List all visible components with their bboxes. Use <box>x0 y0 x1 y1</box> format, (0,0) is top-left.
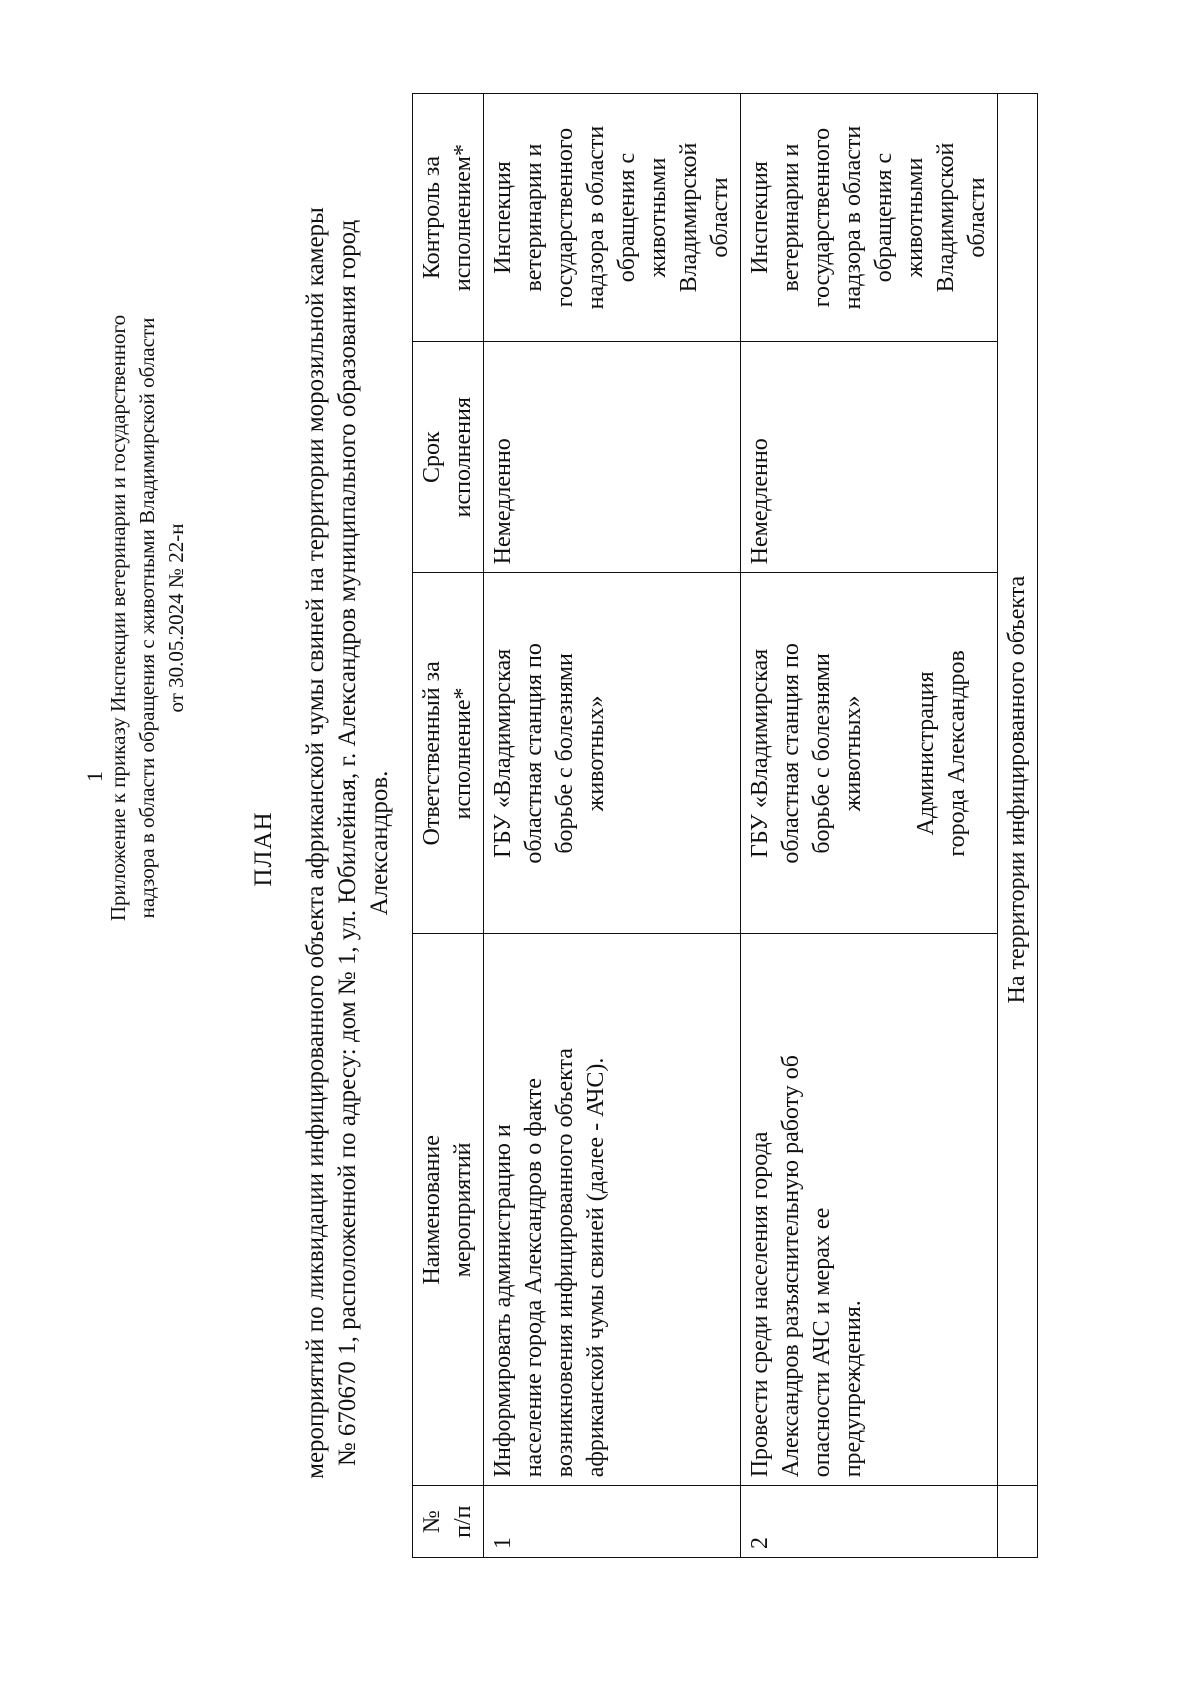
cell-line: областная станция по <box>521 643 547 864</box>
cell-line: Владимирской <box>676 142 702 293</box>
table-row <box>484 94 741 1558</box>
deadline-text: Немедленно <box>490 438 516 565</box>
cell-line: животных» <box>840 695 866 812</box>
cell-line: ветеринарии и <box>778 143 804 292</box>
cell-line: Администрация <box>913 671 939 836</box>
cell-spacer <box>869 581 911 925</box>
section-row <box>998 94 1038 1558</box>
section-title: На территории инфицированного объекта <box>998 94 1038 1486</box>
cell-line: животных» <box>583 695 609 812</box>
cell-line: обращения с <box>614 152 640 283</box>
plan-subtitle-line: Александров. <box>366 770 393 916</box>
cell-line: области <box>707 177 733 258</box>
appendix-note <box>104 178 191 1058</box>
cell-line: областная станция по <box>778 643 804 864</box>
cell-line: борьбе с болезнями <box>809 653 835 854</box>
cell-line: государственного <box>809 127 835 308</box>
cell-line: надзора в области <box>840 125 866 310</box>
cell-line: предупреждения. <box>840 1300 866 1478</box>
cell-line: области <box>964 177 990 258</box>
header-activity: Наименование мероприятий <box>413 934 484 1486</box>
cell-line: ГБУ «Владимирская <box>490 648 516 858</box>
cell-line: государственного <box>552 127 578 308</box>
page-number: 1 <box>82 771 107 782</box>
cell-line: население города Александров о факте <box>521 1078 547 1478</box>
appendix-line: Приложение к приказу Инспекции ветеринарии и государственного <box>106 314 130 922</box>
plan-subtitle-line: мероприятий по ликвидации инфицированного объекта африканской чумы свиней на территории морозильной камеры <box>302 207 329 1479</box>
cell-line: животными <box>645 157 671 278</box>
header-responsible: Ответственный за исполнение* <box>413 573 484 934</box>
deadline-cell <box>484 342 741 573</box>
cell-line: Информировать администрацию и <box>490 1124 516 1478</box>
row-number-cell <box>741 1486 998 1558</box>
control-cell <box>741 94 998 342</box>
control-cell <box>484 94 741 342</box>
cell-line: Провести среди населения города <box>747 1131 773 1478</box>
responsible-cell <box>484 573 741 934</box>
plan-table <box>412 93 1038 1558</box>
deadline-cell <box>741 342 998 573</box>
cell-line: Владимирской <box>933 142 959 293</box>
cell-line: Инспекция <box>490 161 516 274</box>
cell-line: возникновения инфицированного объекта <box>552 1048 578 1478</box>
cell-line: ветеринарии и <box>521 143 547 292</box>
header-deadline: Срок исполнения <box>413 342 484 573</box>
cell-line: надзора в области <box>583 125 609 310</box>
plan-subtitle-line: № 670670 1, расположенной по адресу: дом № 1, ул. Юбилейная, г. Александров муниципального образования город <box>334 219 361 1467</box>
header-number: № п/п <box>413 1486 484 1558</box>
responsible-cell <box>741 573 998 934</box>
row-number-cell <box>484 1486 741 1558</box>
cell-line: Инспекция <box>747 161 773 274</box>
table-header-row <box>413 94 484 1558</box>
appendix-line: от 30.05.2024 № 22-н <box>164 523 188 713</box>
cell-line: опасности АЧС и мерах ее <box>809 1207 835 1478</box>
row-number: 1 <box>490 1537 516 1549</box>
activity-cell <box>741 934 998 1486</box>
cell-line: ГБУ «Владимирская <box>747 648 773 858</box>
cell-line: африканской чумы свиней (далее - АЧС). <box>583 1057 609 1478</box>
activity-cell <box>484 934 741 1486</box>
cell-line: животными <box>902 157 928 278</box>
row-number: 2 <box>747 1537 773 1549</box>
plan-title: ПЛАН <box>250 811 277 887</box>
cell-line: Александров разъяснительную работу об <box>778 1054 804 1478</box>
plan-subtitle <box>300 148 396 1538</box>
deadline-text: Немедленно <box>747 438 773 565</box>
header-control: Контроль за исполнением* <box>413 94 484 342</box>
cell-line: города Александров <box>944 650 970 857</box>
table-row <box>741 94 998 1558</box>
cell-line: борьбе с болезнями <box>552 653 578 854</box>
appendix-line: надзора в области обращения с животными Владимирской области <box>135 317 159 919</box>
section-blank-cell <box>998 1486 1038 1558</box>
cell-line: обращения с <box>871 152 897 283</box>
